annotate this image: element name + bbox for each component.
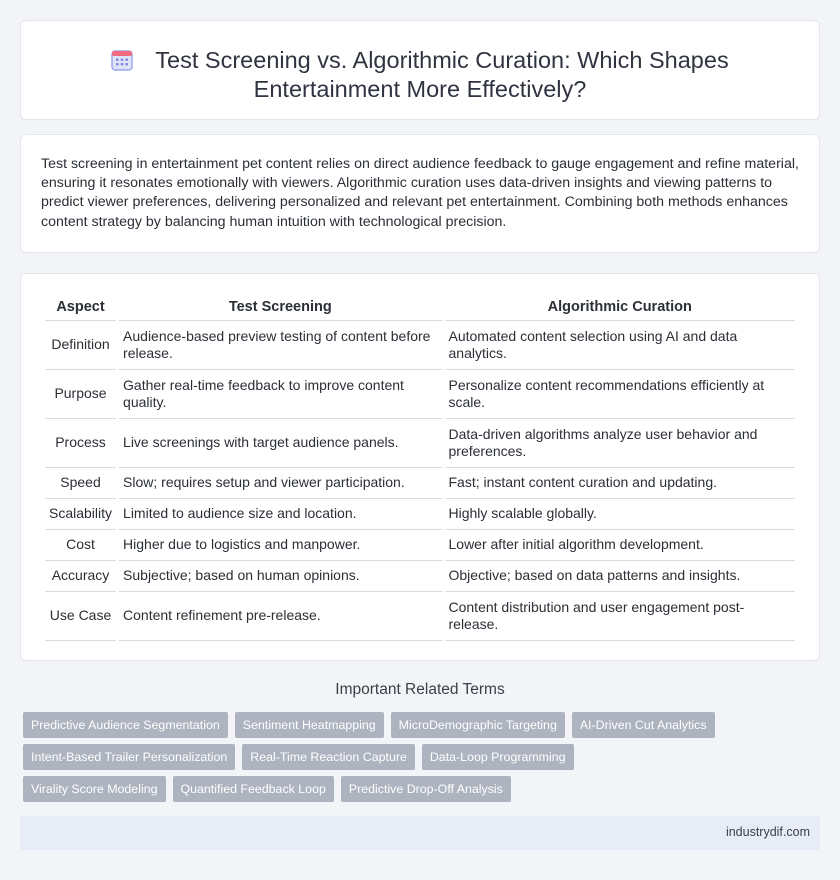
algorithmic-curation-cell: Fast; instant content curation and updating. xyxy=(445,468,796,499)
footer-site-link[interactable]: industrydif.com xyxy=(725,825,810,839)
table-row xyxy=(45,499,795,530)
term-tag[interactable]: AI-Driven Cut Analytics xyxy=(572,712,715,738)
title-card xyxy=(20,20,820,120)
table-row xyxy=(45,561,795,592)
term-tag[interactable]: Predictive Drop-Off Analysis xyxy=(341,776,511,802)
term-tag[interactable]: Virality Score Modeling xyxy=(23,776,166,802)
test-screening-cell: Audience-based preview testing of content before release. xyxy=(119,321,441,370)
algorithmic-curation-cell: Personalize content recommendations efficiently at scale. xyxy=(445,370,796,419)
test-screening-cell: Limited to audience size and location. xyxy=(119,499,441,530)
comparison-table xyxy=(42,296,798,641)
related-terms-heading: Important Related Terms xyxy=(335,681,505,698)
header-aspect: Aspect xyxy=(45,296,116,321)
term-tag[interactable]: Intent-Based Trailer Personalization xyxy=(23,744,235,770)
table-row xyxy=(45,321,795,370)
aspect-cell: Cost xyxy=(45,530,116,561)
aspect-cell: Purpose xyxy=(45,370,116,419)
aspect-cell: Use Case xyxy=(45,592,116,641)
term-tag[interactable]: Sentiment Heatmapping xyxy=(235,712,384,738)
test-screening-cell: Live screenings with target audience panels. xyxy=(119,419,441,468)
aspect-cell: Scalability xyxy=(45,499,116,530)
aspect-cell: Process xyxy=(45,419,116,468)
term-tag[interactable]: Data-Loop Programming xyxy=(422,744,574,770)
table-row xyxy=(45,370,795,419)
calendar-icon xyxy=(111,49,133,71)
test-screening-cell: Gather real-time feedback to improve content quality. xyxy=(119,370,441,419)
intro-paragraph: Test screening in entertainment pet content relies on direct audience feedback to gauge engagement and refine material, ensuring it resonates emotionally with viewers. Algorithmic curation uses data-driven insights and viewing patterns to predict viewer preferences, delivering personalized and relevant pet entertainment. Combining both methods enhances content strategy by balancing human intuition with technological precision. xyxy=(41,156,799,230)
table-row xyxy=(45,468,795,499)
algorithmic-curation-cell: Lower after initial algorithm development. xyxy=(445,530,796,561)
test-screening-cell: Higher due to logistics and manpower. xyxy=(119,530,441,561)
term-tag[interactable]: Predictive Audience Segmentation xyxy=(23,712,228,738)
algorithmic-curation-cell: Content distribution and user engagement post-release. xyxy=(445,592,796,641)
aspect-cell: Speed xyxy=(45,468,116,499)
related-terms-list xyxy=(23,712,723,802)
term-tag[interactable]: MicroDemographic Targeting xyxy=(391,712,565,738)
aspect-cell: Definition xyxy=(45,321,116,370)
test-screening-cell: Subjective; based on human opinions. xyxy=(119,561,441,592)
table-header-row xyxy=(45,296,795,321)
algorithmic-curation-cell: Highly scalable globally. xyxy=(445,499,796,530)
intro-card xyxy=(20,134,820,253)
comparison-card xyxy=(20,273,820,661)
header-algorithmic-curation: Algorithmic Curation xyxy=(445,296,796,321)
term-tag[interactable]: Quantified Feedback Loop xyxy=(173,776,334,802)
aspect-cell: Accuracy xyxy=(45,561,116,592)
test-screening-cell: Slow; requires setup and viewer participation. xyxy=(119,468,441,499)
term-tag[interactable]: Real-Time Reaction Capture xyxy=(242,744,415,770)
test-screening-cell: Content refinement pre-release. xyxy=(119,592,441,641)
table-row xyxy=(45,419,795,468)
header-test-screening: Test Screening xyxy=(119,296,441,321)
table-row xyxy=(45,592,795,641)
title-line-2: Entertainment More Effectively? xyxy=(253,76,587,102)
footer xyxy=(20,816,820,850)
title-line-1: Test Screening vs. Algorithmic Curation: Which Shapes xyxy=(155,47,729,73)
algorithmic-curation-cell: Automated content selection using AI and data analytics. xyxy=(445,321,796,370)
page-title xyxy=(21,46,819,104)
algorithmic-curation-cell: Objective; based on data patterns and insights. xyxy=(445,561,796,592)
algorithmic-curation-cell: Data-driven algorithms analyze user behavior and preferences. xyxy=(445,419,796,468)
table-row xyxy=(45,530,795,561)
